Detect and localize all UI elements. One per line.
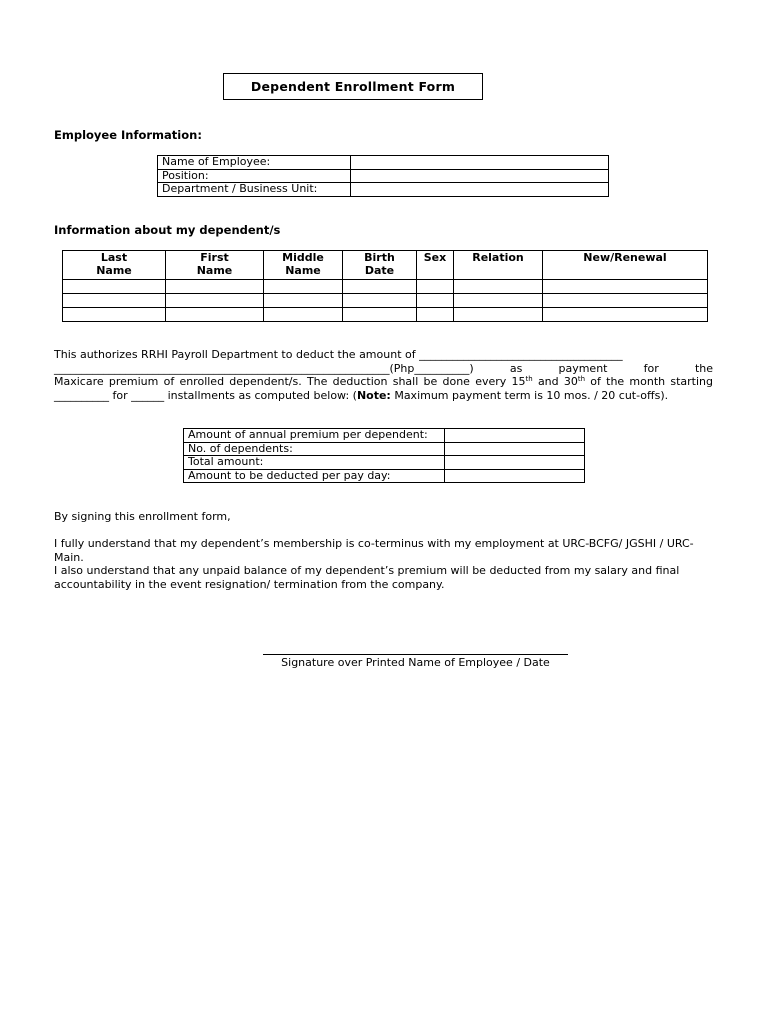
authorization-line-3: Maxicare premium of enrolled dependent/s. The deduction shall be done every 15th and 30th of the month starting <box>54 375 713 388</box>
col-first-name: First Name <box>166 251 264 280</box>
table-row <box>63 294 708 308</box>
dependent-cell[interactable] <box>543 280 708 294</box>
dependent-cell[interactable] <box>543 294 708 308</box>
dependent-cell[interactable] <box>63 280 166 294</box>
col-middle-name: Middle Name <box>264 251 343 280</box>
authorization-line-1: This authorizes RRHI Payroll Department to deduct the amount of _____________________________________ <box>54 348 623 361</box>
acknowledgement-paragraph-1: I fully understand that my dependent’s membership is co-terminus with my employment at URC-BCFG/ JGSHI / URC-Main. <box>54 537 694 564</box>
deduction-per-payday-label: Amount to be deducted per pay day: <box>184 469 445 483</box>
dependent-cell[interactable] <box>417 308 454 322</box>
authorization-line-4: __________ for ______ installments as computed below: (Note: Maximum payment term is 10 mos. / 20 cut-offs). <box>54 388 669 402</box>
col-relation: Relation <box>454 251 543 280</box>
department-label: Department / Business Unit: <box>158 183 351 197</box>
employee-name-label: Name of Employee: <box>158 156 351 170</box>
dependent-cell[interactable] <box>417 294 454 308</box>
dependent-cell[interactable] <box>264 280 343 294</box>
authorization-paragraph <box>54 348 713 402</box>
dependent-cell[interactable] <box>454 294 543 308</box>
dependent-cell[interactable] <box>63 294 166 308</box>
col-sex: Sex <box>417 251 454 280</box>
acknowledgement-intro: By signing this enrollment form, <box>54 510 231 523</box>
dependent-cell[interactable] <box>343 280 417 294</box>
table-row <box>184 456 585 470</box>
dependent-cell[interactable] <box>166 308 264 322</box>
table-row <box>63 280 708 294</box>
dependent-cell[interactable] <box>417 280 454 294</box>
table-row <box>63 308 708 322</box>
dependent-cell[interactable] <box>343 308 417 322</box>
form-title-text: Dependent Enrollment Form <box>250 79 456 94</box>
form-title <box>223 73 483 100</box>
computation-table <box>183 428 585 483</box>
acknowledgement-paragraph-2: I also understand that any unpaid balance of my dependent’s premium will be deducted from my salary and final accountability in the event resignation/ termination from the company. <box>54 564 680 591</box>
deduction-per-payday-field[interactable] <box>445 469 585 483</box>
signature-caption: Signature over Printed Name of Employee / Date <box>281 656 550 669</box>
col-last-name: Last Name <box>63 251 166 280</box>
dependent-cell[interactable] <box>264 294 343 308</box>
total-amount-label: Total amount: <box>184 456 445 470</box>
annual-premium-field[interactable] <box>445 429 585 443</box>
dependents-table <box>62 250 708 322</box>
dependent-cell[interactable] <box>264 308 343 322</box>
dependents-header-row <box>63 251 708 280</box>
signature-line[interactable] <box>263 654 568 655</box>
dependent-cell[interactable] <box>166 294 264 308</box>
table-row <box>158 156 609 170</box>
table-row <box>158 169 609 183</box>
authorization-line-2: _____________________________________________________________(Php__________) as payment for the <box>54 361 713 375</box>
department-field[interactable] <box>351 183 609 197</box>
dependents-count-label: No. of dependents: <box>184 442 445 456</box>
employee-info-table <box>157 155 609 197</box>
dependent-cell[interactable] <box>454 280 543 294</box>
employee-info-heading: Employee Information: <box>54 128 202 142</box>
position-label: Position: <box>158 169 351 183</box>
dependents-count-field[interactable] <box>445 442 585 456</box>
dependent-cell[interactable] <box>343 294 417 308</box>
dependent-cell[interactable] <box>543 308 708 322</box>
dependent-cell[interactable] <box>166 280 264 294</box>
dependents-heading: Information about my dependent/s <box>54 223 281 237</box>
note-label: Note: <box>356 388 391 402</box>
position-field[interactable] <box>351 169 609 183</box>
table-row <box>184 442 585 456</box>
col-birth-date: Birth Date <box>343 251 417 280</box>
table-row <box>184 469 585 483</box>
col-new-renewal: New/Renewal <box>543 251 708 280</box>
annual-premium-label: Amount of annual premium per dependent: <box>184 429 445 443</box>
total-amount-field[interactable] <box>445 456 585 470</box>
table-row <box>184 429 585 443</box>
dependent-cell[interactable] <box>454 308 543 322</box>
dependent-cell[interactable] <box>63 308 166 322</box>
table-row <box>158 183 609 197</box>
employee-name-field[interactable] <box>351 156 609 170</box>
